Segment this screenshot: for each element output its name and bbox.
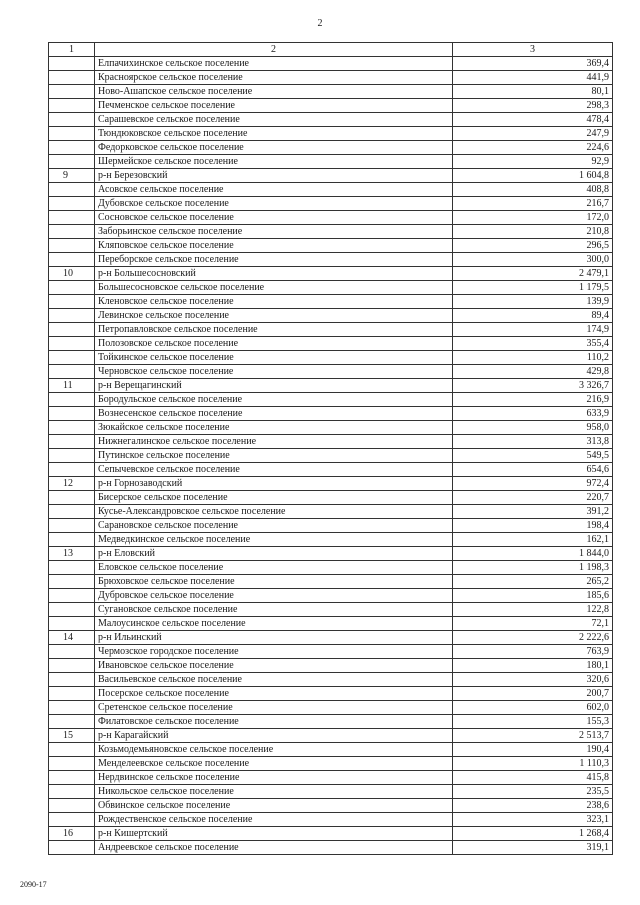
row-number-cell: [49, 309, 95, 323]
row-number-cell: [49, 85, 95, 99]
table-row: [49, 729, 613, 743]
table-row: [49, 421, 613, 435]
table-row: [49, 841, 613, 855]
row-name-cell: Менделеевское сельское поселение: [95, 757, 453, 771]
budget-table: [48, 42, 613, 855]
row-name-cell: Ново-Ашапское сельское поселение: [95, 85, 453, 99]
row-number-cell: [49, 113, 95, 127]
row-name-cell: Сепычевское сельское поселение: [95, 463, 453, 477]
table-row: [49, 197, 613, 211]
row-value-cell: 602,0: [453, 701, 613, 715]
row-name-cell: р-н Ильинский: [95, 631, 453, 645]
table-row: [49, 183, 613, 197]
row-number-cell: [49, 253, 95, 267]
row-name-cell: Тойкинское сельское поселение: [95, 351, 453, 365]
row-number-cell: [49, 197, 95, 211]
row-name-cell: Кленовское сельское поселение: [95, 295, 453, 309]
row-value-cell: 1 268,4: [453, 827, 613, 841]
row-name-cell: Посерское сельское поселение: [95, 687, 453, 701]
row-value-cell: 313,8: [453, 435, 613, 449]
row-number-cell: [49, 505, 95, 519]
row-number-cell: [49, 239, 95, 253]
row-value-cell: 92,9: [453, 155, 613, 169]
row-name-cell: Кляповское сельское поселение: [95, 239, 453, 253]
row-value-cell: 654,6: [453, 463, 613, 477]
row-name-cell: Путинское сельское поселение: [95, 449, 453, 463]
table-row: [49, 659, 613, 673]
row-name-cell: Переборское сельское поселение: [95, 253, 453, 267]
row-value-cell: 2 479,1: [453, 267, 613, 281]
row-name-cell: Еловское сельское поселение: [95, 561, 453, 575]
table-row: [49, 743, 613, 757]
table-row: [49, 519, 613, 533]
page-number: 2: [317, 18, 323, 29]
row-value-cell: 190,4: [453, 743, 613, 757]
row-value-cell: 155,3: [453, 715, 613, 729]
table-row: [49, 785, 613, 799]
row-name-cell: Черновское сельское поселение: [95, 365, 453, 379]
row-number-cell: [49, 813, 95, 827]
row-name-cell: Полозовское сельское поселение: [95, 337, 453, 351]
table-row: [49, 337, 613, 351]
row-value-cell: 1 179,5: [453, 281, 613, 295]
row-value-cell: 1 110,3: [453, 757, 613, 771]
row-number-cell: [49, 519, 95, 533]
row-number-cell: [49, 491, 95, 505]
row-name-cell: Андреевское сельское поселение: [95, 841, 453, 855]
row-value-cell: 296,5: [453, 239, 613, 253]
row-number-cell: [49, 351, 95, 365]
row-number-cell: [49, 617, 95, 631]
row-number-cell: [49, 645, 95, 659]
row-number-cell: [49, 365, 95, 379]
row-value-cell: 174,9: [453, 323, 613, 337]
row-number-cell: [49, 603, 95, 617]
row-number-cell: [49, 211, 95, 225]
row-value-cell: 216,9: [453, 393, 613, 407]
row-number-cell: [49, 561, 95, 575]
row-number-cell: 9: [49, 169, 95, 183]
row-name-cell: Зюкайское сельское поселение: [95, 421, 453, 435]
row-value-cell: 441,9: [453, 71, 613, 85]
row-value-cell: 391,2: [453, 505, 613, 519]
table-row: [49, 225, 613, 239]
row-value-cell: 408,8: [453, 183, 613, 197]
row-number-cell: 14: [49, 631, 95, 645]
row-name-cell: Бисерское сельское поселение: [95, 491, 453, 505]
row-value-cell: 298,3: [453, 99, 613, 113]
row-value-cell: 300,0: [453, 253, 613, 267]
table-row: [49, 211, 613, 225]
table-row: [49, 57, 613, 71]
row-number-cell: [49, 757, 95, 771]
table-row: [49, 813, 613, 827]
row-name-cell: Обвинское сельское поселение: [95, 799, 453, 813]
table-row: [49, 771, 613, 785]
row-name-cell: Рождественское сельское поселение: [95, 813, 453, 827]
table-row: [49, 323, 613, 337]
row-number-cell: [49, 659, 95, 673]
table-row: [49, 505, 613, 519]
table-row: [49, 309, 613, 323]
row-name-cell: Ивановское сельское поселение: [95, 659, 453, 673]
row-value-cell: 80,1: [453, 85, 613, 99]
table-row: [49, 85, 613, 99]
table-row: [49, 267, 613, 281]
row-value-cell: 162,1: [453, 533, 613, 547]
row-number-cell: [49, 337, 95, 351]
row-name-cell: Сарашевское сельское поселение: [95, 113, 453, 127]
row-name-cell: Нердвинское сельское поселение: [95, 771, 453, 785]
row-number-cell: [49, 785, 95, 799]
row-value-cell: 355,4: [453, 337, 613, 351]
row-name-cell: р-н Кишертский: [95, 827, 453, 841]
row-value-cell: 549,5: [453, 449, 613, 463]
row-number-cell: [49, 799, 95, 813]
row-name-cell: Печменское сельское поселение: [95, 99, 453, 113]
table-row: [49, 477, 613, 491]
row-number-cell: [49, 421, 95, 435]
row-value-cell: 633,9: [453, 407, 613, 421]
table-row: [49, 533, 613, 547]
row-number-cell: 13: [49, 547, 95, 561]
table-row: [49, 127, 613, 141]
row-name-cell: Никольское сельское поселение: [95, 785, 453, 799]
table-row: [49, 379, 613, 393]
row-number-cell: [49, 533, 95, 547]
table-row: [49, 799, 613, 813]
row-name-cell: Нижнегалинское сельское поселение: [95, 435, 453, 449]
row-value-cell: 172,0: [453, 211, 613, 225]
row-name-cell: Сосновское сельское поселение: [95, 211, 453, 225]
row-value-cell: 198,4: [453, 519, 613, 533]
row-value-cell: 247,9: [453, 127, 613, 141]
row-value-cell: 122,8: [453, 603, 613, 617]
column-header-name: 2: [95, 43, 453, 57]
row-name-cell: Елпачихинское сельское поселение: [95, 57, 453, 71]
table-row: [49, 71, 613, 85]
row-value-cell: 265,2: [453, 575, 613, 589]
row-number-cell: [49, 449, 95, 463]
row-name-cell: Заборьинское сельское поселение: [95, 225, 453, 239]
row-name-cell: Малоусинское сельское поселение: [95, 617, 453, 631]
row-value-cell: 139,9: [453, 295, 613, 309]
row-name-cell: Брюховское сельское поселение: [95, 575, 453, 589]
row-name-cell: Большесосновское сельское поселение: [95, 281, 453, 295]
table-row: [49, 645, 613, 659]
row-value-cell: 763,9: [453, 645, 613, 659]
row-number-cell: [49, 155, 95, 169]
table-row: [49, 589, 613, 603]
row-number-cell: [49, 743, 95, 757]
row-number-cell: [49, 463, 95, 477]
table-row: [49, 113, 613, 127]
row-value-cell: 1 198,3: [453, 561, 613, 575]
row-number-cell: 15: [49, 729, 95, 743]
table-row: [49, 239, 613, 253]
row-name-cell: Шермейское сельское поселение: [95, 155, 453, 169]
row-value-cell: 89,4: [453, 309, 613, 323]
table-row: [49, 99, 613, 113]
row-number-cell: [49, 71, 95, 85]
row-value-cell: 210,8: [453, 225, 613, 239]
row-name-cell: Петропавловское сельское поселение: [95, 323, 453, 337]
table-row: [49, 631, 613, 645]
table-header-row: [49, 43, 613, 57]
row-name-cell: Филатовское сельское поселение: [95, 715, 453, 729]
row-name-cell: Чермозское городское поселение: [95, 645, 453, 659]
row-value-cell: 238,6: [453, 799, 613, 813]
row-number-cell: [49, 393, 95, 407]
row-name-cell: Дубровское сельское поселение: [95, 589, 453, 603]
row-name-cell: р-н Большесосновский: [95, 267, 453, 281]
row-value-cell: 3 326,7: [453, 379, 613, 393]
row-value-cell: 478,4: [453, 113, 613, 127]
row-name-cell: Федорковское сельское поселение: [95, 141, 453, 155]
row-name-cell: Сугановское сельское поселение: [95, 603, 453, 617]
row-value-cell: 2 222,6: [453, 631, 613, 645]
row-name-cell: р-н Верещагинский: [95, 379, 453, 393]
row-value-cell: 72,1: [453, 617, 613, 631]
row-number-cell: [49, 407, 95, 421]
table-row: [49, 561, 613, 575]
row-value-cell: 200,7: [453, 687, 613, 701]
row-number-cell: [49, 841, 95, 855]
row-value-cell: 1 844,0: [453, 547, 613, 561]
row-number-cell: [49, 183, 95, 197]
table-row: [49, 715, 613, 729]
row-number-cell: [49, 141, 95, 155]
table-row: [49, 673, 613, 687]
row-number-cell: [49, 99, 95, 113]
row-name-cell: р-н Горнозаводский: [95, 477, 453, 491]
table-row: [49, 491, 613, 505]
row-number-cell: [49, 127, 95, 141]
row-value-cell: 1 604,8: [453, 169, 613, 183]
row-name-cell: Сретенское сельское поселение: [95, 701, 453, 715]
table-row: [49, 295, 613, 309]
row-value-cell: 429,8: [453, 365, 613, 379]
row-name-cell: Васильевское сельское поселение: [95, 673, 453, 687]
row-number-cell: 12: [49, 477, 95, 491]
table-row: [49, 281, 613, 295]
row-value-cell: 320,6: [453, 673, 613, 687]
table-row: [49, 365, 613, 379]
row-name-cell: Медведкинское сельское поселение: [95, 533, 453, 547]
row-value-cell: 110,2: [453, 351, 613, 365]
table-row: [49, 757, 613, 771]
table-row: [49, 253, 613, 267]
table-row: [49, 435, 613, 449]
table-row: [49, 603, 613, 617]
row-value-cell: 323,1: [453, 813, 613, 827]
row-number-cell: [49, 715, 95, 729]
table-row: [49, 169, 613, 183]
row-name-cell: Асовское сельское поселение: [95, 183, 453, 197]
table-row: [49, 827, 613, 841]
row-value-cell: 415,8: [453, 771, 613, 785]
row-number-cell: [49, 575, 95, 589]
table-row: [49, 687, 613, 701]
row-value-cell: 216,7: [453, 197, 613, 211]
table-row: [49, 155, 613, 169]
table-row: [49, 407, 613, 421]
row-value-cell: 319,1: [453, 841, 613, 855]
row-name-cell: Дубовское сельское поселение: [95, 197, 453, 211]
row-name-cell: Кусье-Александровское сельское поселение: [95, 505, 453, 519]
table-row: [49, 463, 613, 477]
row-number-cell: [49, 701, 95, 715]
row-number-cell: 10: [49, 267, 95, 281]
row-name-cell: р-н Еловский: [95, 547, 453, 561]
row-value-cell: 235,5: [453, 785, 613, 799]
row-number-cell: [49, 771, 95, 785]
column-header-number: 1: [49, 43, 95, 57]
row-number-cell: [49, 687, 95, 701]
table-row: [49, 701, 613, 715]
column-header-value: 3: [453, 43, 613, 57]
row-number-cell: 16: [49, 827, 95, 841]
row-name-cell: Вознесенское сельское поселение: [95, 407, 453, 421]
row-value-cell: 180,1: [453, 659, 613, 673]
row-value-cell: 972,4: [453, 477, 613, 491]
row-value-cell: 2 513,7: [453, 729, 613, 743]
table-row: [49, 449, 613, 463]
row-number-cell: [49, 323, 95, 337]
document-code: 2090-17: [20, 880, 47, 889]
row-value-cell: 220,7: [453, 491, 613, 505]
row-number-cell: [49, 225, 95, 239]
row-number-cell: [49, 295, 95, 309]
row-name-cell: Красноярское сельское поселение: [95, 71, 453, 85]
table-row: [49, 547, 613, 561]
table-row: [49, 393, 613, 407]
row-name-cell: р-н Березовский: [95, 169, 453, 183]
row-name-cell: Тюндюковское сельское поселение: [95, 127, 453, 141]
row-number-cell: [49, 57, 95, 71]
row-name-cell: р-н Карагайский: [95, 729, 453, 743]
row-number-cell: [49, 589, 95, 603]
row-number-cell: [49, 673, 95, 687]
row-name-cell: Сарановское сельское поселение: [95, 519, 453, 533]
row-name-cell: Левинское сельское поселение: [95, 309, 453, 323]
row-value-cell: 369,4: [453, 57, 613, 71]
table-row: [49, 575, 613, 589]
row-number-cell: 11: [49, 379, 95, 393]
table-row: [49, 141, 613, 155]
row-name-cell: Бородульское сельское поселение: [95, 393, 453, 407]
table-row: [49, 617, 613, 631]
row-number-cell: [49, 435, 95, 449]
row-value-cell: 224,6: [453, 141, 613, 155]
row-name-cell: Козьмодемьяновское сельское поселение: [95, 743, 453, 757]
table-row: [49, 351, 613, 365]
row-value-cell: 958,0: [453, 421, 613, 435]
row-value-cell: 185,6: [453, 589, 613, 603]
row-number-cell: [49, 281, 95, 295]
